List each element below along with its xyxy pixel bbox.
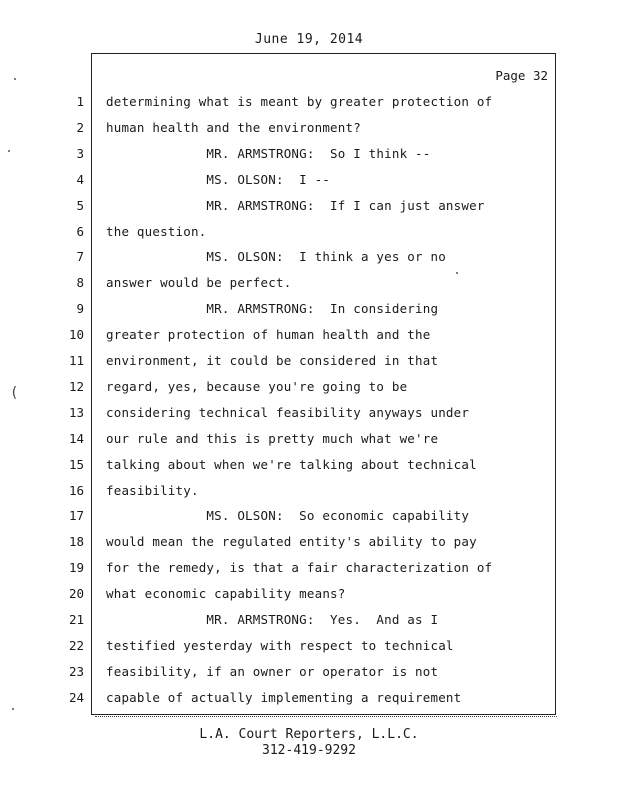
transcript-line: MR. ARMSTRONG: In considering [106,301,439,316]
transcript-line: MS. OLSON: So economic capability [106,508,470,523]
frame-bottom-edge [95,713,557,717]
transcript-line: MR. ARMSTRONG: Yes. And as I [106,612,439,627]
transcript-date: June 19, 2014 [254,32,364,47]
line-number: 20 [68,586,84,601]
transcript-line: feasibility. [106,483,199,498]
page-number: Page 32 [495,68,548,83]
transcript-line: greater protection of human health and the [106,327,431,342]
transcript-line: MS. OLSON: I -- [106,172,331,187]
line-number: 4 [76,172,84,187]
transcript-line: considering technical feasibility anyways under [106,405,470,420]
transcript-line: MR. ARMSTRONG: So I think -- [106,146,431,161]
line-number: 6 [76,224,84,239]
line-number: 10 [68,327,84,342]
line-number: 23 [68,664,84,679]
transcript-line: MS. OLSON: I think a yes or no [106,249,446,264]
transcript-line: would mean the regulated entity's ability to pay [106,534,477,549]
line-number: 2 [76,120,84,135]
line-number: 13 [68,405,84,420]
transcript-line: testified yesterday with respect to technical [106,638,454,653]
margin-mark: ( [10,385,19,401]
transcript-line: the question. [106,224,207,239]
line-number: 3 [76,146,84,161]
scan-speck [12,708,14,710]
line-number: 16 [68,483,84,498]
reporter-phone: 312-419-9292 [262,743,356,758]
transcript-line: our rule and this is pretty much what we're [106,431,439,446]
transcript-line: feasibility, if an owner or operator is not [106,664,439,679]
transcript-line: determining what is meant by greater protection of [106,94,493,109]
line-number: 19 [68,560,84,575]
transcript-line: answer would be perfect. [106,275,292,290]
line-number: 15 [68,457,84,472]
line-number: 12 [68,379,84,394]
line-number: 8 [76,275,84,290]
scan-speck [8,150,10,152]
line-number: 7 [76,249,84,264]
transcript-line: for the remedy, is that a fair characterization of [106,560,493,575]
transcript-line: human health and the environment? [106,120,361,135]
scan-speck [456,272,458,274]
transcript-line: capable of actually implementing a requirement [106,690,462,705]
reporter-company: L.A. Court Reporters, L.L.C. [199,727,419,742]
transcript-line: MR. ARMSTRONG: If I can just answer [106,198,485,213]
transcript-line: regard, yes, because you're going to be [106,379,408,394]
transcript-line: environment, it could be considered in that [106,353,439,368]
transcript-line: talking about when we're talking about technical [106,457,477,472]
line-number: 9 [76,301,84,316]
scan-speck [14,78,16,80]
line-number: 5 [76,198,84,213]
line-number: 1 [76,94,84,109]
transcript-line: what economic capability means? [106,586,346,601]
line-number: 24 [68,690,84,705]
line-number: 11 [68,353,84,368]
line-number: 14 [68,431,84,446]
line-number: 22 [68,638,84,653]
line-number: 21 [68,612,84,627]
line-number: 17 [68,508,84,523]
line-number: 18 [68,534,84,549]
